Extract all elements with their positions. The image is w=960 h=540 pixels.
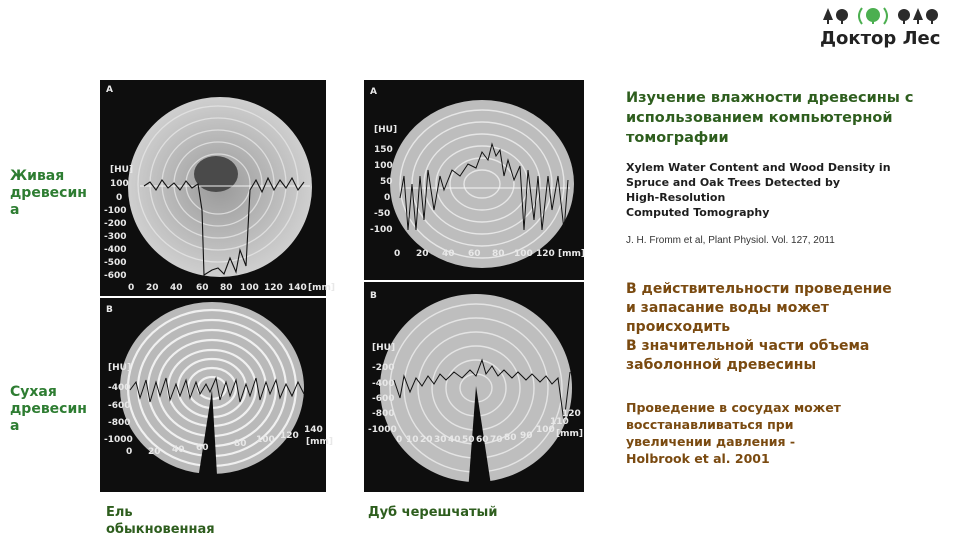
y-tick: -600: [108, 401, 131, 411]
x-tick: 60: [476, 435, 489, 445]
y-tick: -500: [104, 258, 127, 268]
x-tick: 100: [536, 425, 555, 435]
oak-a-unit: [HU]: [374, 125, 398, 135]
x-tick: 100: [256, 435, 275, 445]
tree-row-icon: [822, 6, 940, 26]
paper-title-line: Computed Tomography: [626, 206, 770, 219]
note-line: восстанавливаться при: [626, 417, 794, 432]
paper-title-line: Xylem Water Content and Wood Density in: [626, 161, 891, 174]
x-tick: 70: [490, 435, 503, 445]
x-tick: 0: [396, 435, 403, 445]
x-tick: 10: [406, 435, 419, 445]
x-tick: 40: [448, 435, 461, 445]
x-tick: 120: [264, 283, 283, 293]
y-tick: -400: [104, 245, 127, 255]
y-tick: -600: [104, 271, 127, 281]
spruce-caption: Ель обыкновенная: [106, 505, 215, 537]
oak-a-y-ticks: [370, 145, 393, 235]
x-unit: [mm]: [558, 249, 585, 259]
logo: [820, 6, 950, 50]
x-tick: 20: [420, 435, 433, 445]
claim-line: и запасание воды может: [626, 300, 829, 316]
spruce-b-unit: [HU]: [108, 363, 132, 373]
x-tick: 60: [196, 283, 209, 293]
y-tick: -200: [104, 219, 127, 229]
x-tick: 50: [462, 435, 475, 445]
x-tick: 60: [196, 443, 209, 453]
slide-title: Изучение влажности древесины с использованием компьютерной томографии: [626, 90, 914, 146]
y-tick: 50: [380, 177, 393, 187]
logo-text: Доктор Лес: [820, 28, 941, 49]
spruce-a-heartwood: [194, 156, 238, 192]
note-text: [626, 399, 946, 467]
claim-line: В действительности проведение: [626, 281, 892, 297]
live-wood-label: Живая древесин а: [10, 168, 87, 218]
y-tick: -600: [372, 394, 395, 404]
x-tick: 120: [536, 249, 555, 259]
x-unit: [mm]: [556, 429, 583, 439]
x-tick: 80: [504, 433, 517, 443]
spruce-a-unit: [HU]: [110, 165, 134, 175]
y-tick: -800: [372, 409, 395, 419]
x-unit: [mm]: [308, 283, 335, 293]
citation: J. H. Fromm et al, Plant Physiol. Vol. 127, 2011: [626, 235, 835, 246]
claim-line: заболонной древесины: [626, 357, 817, 373]
x-tick: 120: [562, 409, 581, 419]
x-tick: 80: [492, 249, 505, 259]
y-tick: -50: [374, 209, 391, 219]
x-tick: 120: [280, 431, 299, 441]
paper-title-line: Spruce and Oak Trees Detected by: [626, 176, 841, 189]
y-tick: -400: [372, 379, 395, 389]
x-tick: 80: [220, 283, 233, 293]
y-tick: -100: [370, 225, 393, 235]
claim-text: [626, 280, 946, 375]
oak-panel-a: [364, 80, 584, 280]
spruce-panel-a: [100, 80, 335, 296]
x-tick: 20: [148, 447, 161, 457]
y-tick: 0: [384, 193, 391, 203]
oak-a-letter: A: [370, 87, 377, 97]
claim-line: происходить: [626, 319, 731, 335]
x-tick: 60: [468, 249, 481, 259]
x-tick: 100: [240, 283, 259, 293]
y-tick: -800: [108, 418, 131, 428]
y-tick: 150: [374, 145, 393, 155]
oak-a-cross-section: [390, 100, 574, 268]
y-tick: -200: [372, 363, 395, 373]
note-line: Holbrook et al. 2001: [626, 451, 770, 466]
x-tick: 30: [434, 435, 447, 445]
x-tick: 40: [172, 445, 185, 455]
oak-panel-b: [364, 282, 584, 492]
x-tick: 20: [146, 283, 159, 293]
spruce-b-letter: B: [106, 305, 113, 315]
oak-caption: Дуб черешчатый: [368, 505, 498, 520]
x-tick: 0: [128, 283, 135, 293]
paper-title: [626, 160, 946, 220]
note-line: увеличении давления -: [626, 434, 796, 449]
note-line: Проведение в сосудах может: [626, 400, 841, 415]
oak-b-letter: B: [370, 291, 377, 301]
y-tick: -1000: [368, 425, 397, 435]
x-tick: 90: [520, 431, 533, 441]
x-tick: 140: [304, 425, 323, 435]
y-tick: -400: [108, 383, 131, 393]
claim-line: В значительной части объема: [626, 338, 870, 354]
x-unit: [mm]: [306, 437, 333, 447]
x-tick: 100: [514, 249, 533, 259]
spruce-a-x-ticks: [128, 283, 335, 293]
x-tick: 80: [234, 439, 247, 449]
paper-title-line: High-Resolution: [626, 191, 726, 204]
x-tick: 0: [394, 249, 401, 259]
y-tick: 100: [374, 161, 393, 171]
x-tick: 140: [288, 283, 307, 293]
x-tick: 20: [416, 249, 429, 259]
y-tick: -100: [104, 206, 127, 216]
x-tick: 0: [126, 447, 133, 457]
oak-b-unit: [HU]: [372, 343, 396, 353]
y-tick: -1000: [104, 435, 133, 445]
x-tick: 40: [442, 249, 455, 259]
spruce-panel-b: [100, 298, 333, 492]
y-tick: -300: [104, 232, 127, 242]
dry-wood-label: Сухая древесин а: [10, 384, 87, 434]
spruce-a-letter: A: [106, 85, 113, 95]
y-tick: 0: [116, 193, 123, 203]
x-tick: 110: [550, 417, 569, 427]
y-tick: 100: [110, 179, 129, 189]
spruce-a-y-ticks: [104, 179, 129, 281]
x-tick: 40: [170, 283, 183, 293]
